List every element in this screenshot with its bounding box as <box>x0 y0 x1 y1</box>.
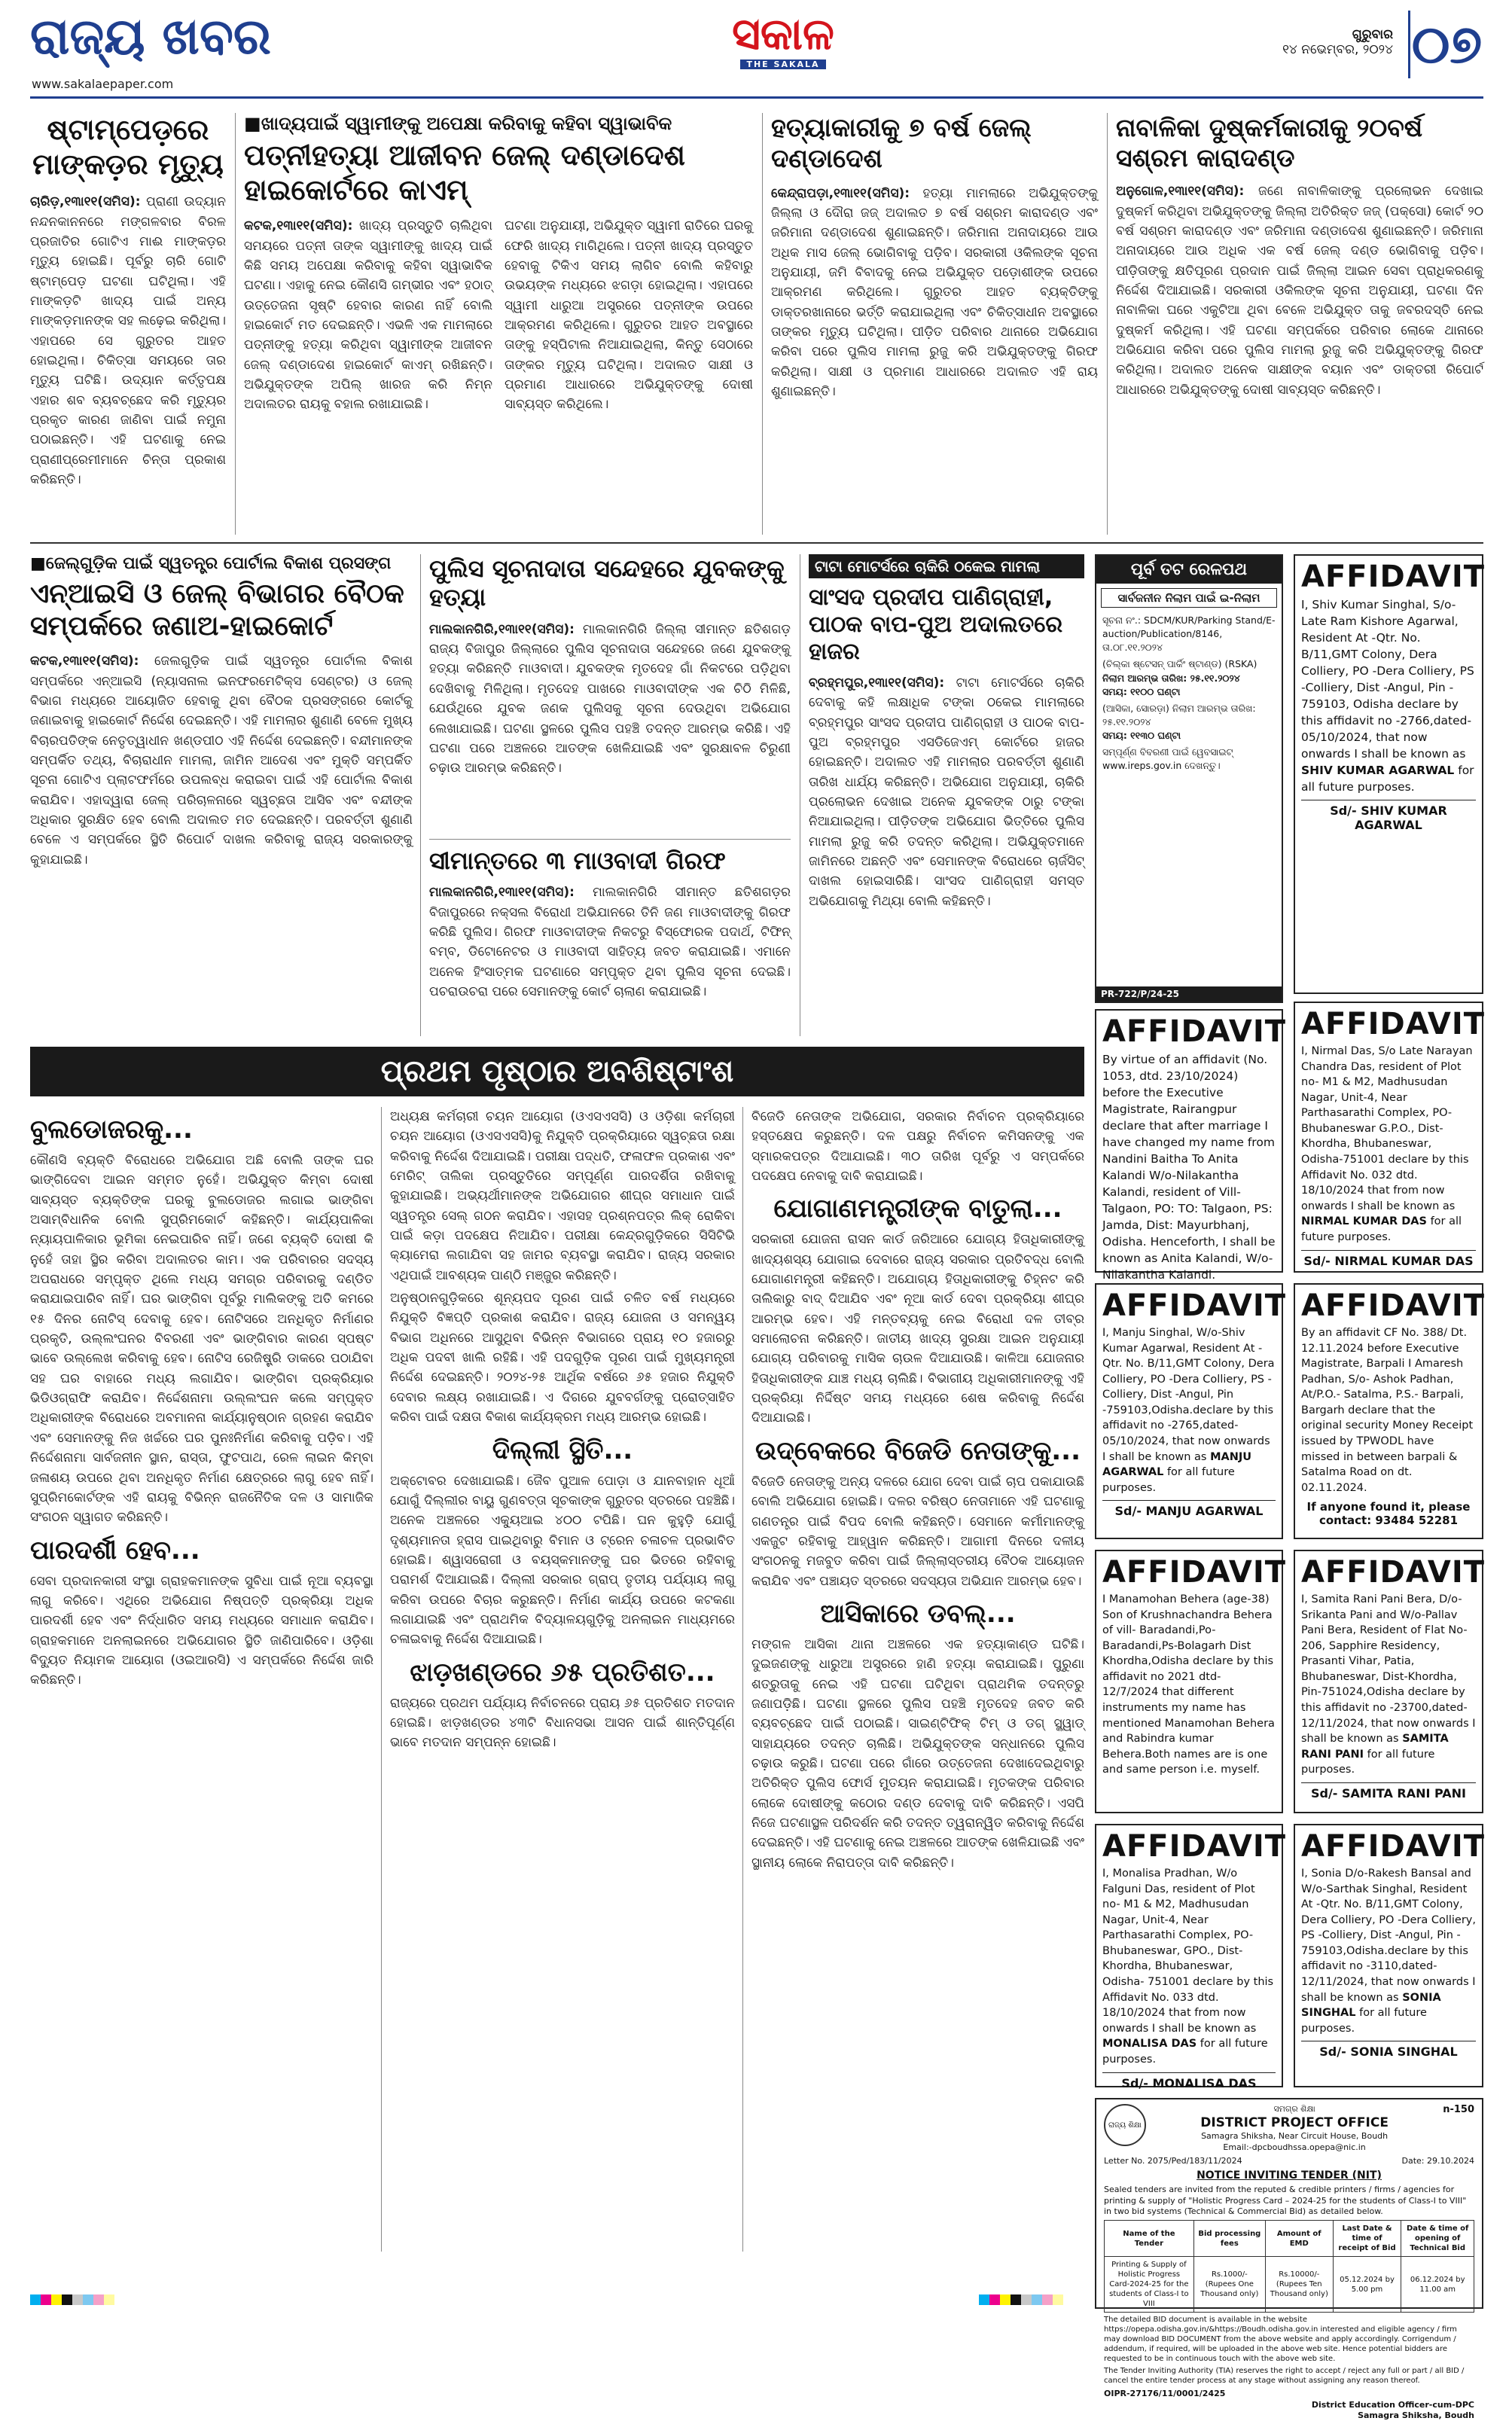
story-maoist-arrest-dateline: ମାଲକାନଗିରି,୧୩ା୧୧(ସମିସ): <box>429 885 575 901</box>
affidavit-7 <box>1294 1550 1486 1813</box>
affidavit-tail: for all future purposes. <box>1301 2007 1427 2035</box>
story-maoist-arrest-headline: ସୀମାନ୍ତରେ ୩ ମାଓବାଦୀ ଗିରଫ <box>429 846 726 875</box>
story-monkey-headline: ଷ୍ଟାମ୍ପେଡ଼ରେ ମାଙ୍କଡ଼ର ମୃତ୍ୟୁ <box>32 113 224 181</box>
story-pocso <box>1116 113 1483 535</box>
story-tata-fraud-body: ଟାଟା ମୋଟର୍ସରେ ଚାକିରି ଦେବାକୁ କହି ଲକ୍ଷାଧିକ ଟଙ୍କା ଠକେଇ ମାମଲାରେ ବ୍ରହ୍ମପୁର ସାଂସଦ ପ୍ରଦୀପ ପାଣିଗ୍ରାହୀ ଓ ପାଠକ ବାପ-ପୁଅ ବ୍ରହ୍ମପୁର ଏସଡିଜେଏମ୍ କୋର୍ଟରେ ହାଜର ହୋଇଛନ୍ତି। ଅଦାଲତ ଏହି ମାମଲାର ପରବର୍ତ୍ତୀ ଶୁଣାଣି ତାରିଖ ଧାର୍ଯ୍ୟ କରିଛନ୍ତି। ଅଭିଯୋଗ ଅନୁଯାୟୀ, ଚାକିରି ପ୍ରଲୋଭନ ଦେଖାଇ ଅନେକ ଯୁବକଙ୍କ ଠାରୁ ଟଙ୍କା ନିଆଯାଇଥିଲା। ପୀଡ଼ିତଙ୍କ ଅଭିଯୋଗ ଭିତ୍ତିରେ ପୁଲିସ ମାମଲା ରୁଜୁ କରି ତଦନ୍ତ କରିଥିଲା। ଅଭିଯୁକ୍ତମାନେ ଜାମିନରେ ଅଛନ୍ତି ଏବଂ ସେମାନଙ୍କ ବିରୋଧରେ ଚାର୍ଜସିଟ୍ ଦାଖଲ ହୋଇସାରିଛି। ସାଂସଦ ପାଣିଗ୍ରାହୀ ସମସ୍ତ ଅଭିଯୋଗକୁ ମିଥ୍ୟା ବୋଲି କହିଛନ୍ତି। <box>809 675 1085 909</box>
story-jail-portal-headline: ଏନ୍ଆଇସି ଓ ଜେଲ୍ ବିଭାଗର ବୈଠକ ସମ୍ପର୍କରେ ଜଣାଅ-ହାଇକୋର୍ଟ <box>30 578 404 642</box>
cont-col-1 <box>30 1107 373 2252</box>
continuation-banner-text: ପ୍ରଥମ ପୃଷ୍ଠାର ଅବଶିଷ୍ଟାଂଶ <box>380 1054 734 1089</box>
story-tata-fraud <box>809 554 1084 1036</box>
tender-letter-no: Letter No. 2075/Ped/183/11/2024 <box>1104 2155 1242 2166</box>
affidavit-title: AFFIDAVIT <box>1102 1288 1287 1323</box>
rail-ad-line5: ସମୟ: ୧୧୩୦ ଘଣ୍ଟା <box>1102 730 1181 741</box>
story-informer-murder-dateline: ମାଲକାନଗିରି,୧୩ା୧୧(ସମିସ): <box>429 621 575 637</box>
story-informer-murder <box>429 554 791 833</box>
cont-aska-head: ଆସିକାରେ ଡବଲ୍... <box>820 1598 1016 1629</box>
story-wife-murder-dateline: କଟକ,୧୩ା୧୧(ସମିସ): <box>244 218 353 234</box>
tender-logo-left <box>1104 2104 1146 2146</box>
divider <box>381 1107 382 2252</box>
affidavit-9 <box>1294 1824 1486 2087</box>
rail-ad-header: ପୂର୍ବ ତଟ ରେଳପଥ <box>1096 556 1282 584</box>
cont-transparent-head: ପାରଦର୍ଶୀ ହେବ... <box>30 1535 200 1566</box>
cont-jharkhand-head: ଝାଡ଼ଖଣ୍ଡରେ ୬୫ ପ୍ରତିଶତ... <box>410 1657 715 1688</box>
story-pocso-dateline: ଅନୁଗୋଳ,୧୩ା୧୧(ସମିସ): <box>1116 184 1245 200</box>
cont-recruitment-body-b: ଅନୁଷ୍ଠାନଗୁଡ଼ିକରେ ଶୂନ୍ୟପଦ ପୂରଣ ପାଇଁ ଚଳିତ ବର୍ଷ ମଧ୍ୟରେ ନିଯୁକ୍ତି ବିଜ୍ଞପ୍ତି ପ୍ରକାଶ କରାଯିବ। ରାଜ୍ୟ ଯୋଜନା ଓ ସମନ୍ୱୟ ବିଭାଗ ଅଧିନରେ ଆସୁଥିବା ବିଭିନ୍ନ ବିଭାଗରେ ପ୍ରାୟ ୧୦ ହଜାରରୁ ଅଧିକ ପଦବୀ ଖାଲି ରହିଛି। ଏହି ପଦଗୁଡ଼ିକ ପୂରଣ ପାଇଁ ମୁଖ୍ୟମନ୍ତ୍ରୀ ନିର୍ଦ୍ଦେଶ ଦେଇଛନ୍ତି। ୨୦୨୪-୨୫ ଆର୍ଥିକ ବର୍ଷରେ ୬୫ ହଜାର ନିଯୁକ୍ତି ଦେବାର ଲକ୍ଷ୍ୟ ରଖାଯାଇଛି। ଏ ଦିଗରେ ଯୁବବର୍ଗଙ୍କୁ ପ୍ରୋତ୍ସାହିତ କରିବା ପାଇଁ ଦକ୍ଷତା ବିକାଶ କାର୍ଯ୍ୟକ୍ରମ ମଧ୍ୟ ଆରମ୍ଭ ହୋଇଛି। <box>390 1291 735 1425</box>
logo <box>693 8 873 70</box>
affidavit-6 <box>1095 1550 1287 1813</box>
rail-ad-line2: ନିଲାମ ଆରମ୍ଭ ତାରିଖ: ୨୫.୧୧.୨୦୨୪ <box>1102 672 1240 684</box>
affidavit-tail: for all future purposes. <box>1301 1748 1435 1776</box>
story-maoist-arrest-body: ମାଲକାନଗିରି ସୀମାନ୍ତ ଛତିଶଗଡ଼ର ବିଜାପୁରରେ ନକ୍ସଲ ବିରୋଧୀ ଅଭିଯାନରେ ତିନି ଜଣ ମାଓବାଦୀଙ୍କୁ ଗିରଫ କରିଛି ପୁଲିସ। ଗିରଫ ମାଓବାଦୀଙ୍କ ନିକଟରୁ ବିସ୍ଫୋରକ ପଦାର୍ଥ, ଟିଫିନ୍ ବମ୍ବ, ଡିଟୋନେଟର ଓ ମାଓବାଦୀ ସାହିତ୍ୟ ଜବତ କରାଯାଇଛି। ଏମାନେ ଅନେକ ହିଂସାତ୍ମକ ଘଟଣାରେ ସମ୍ପୃକ୍ତ ଥିବା ପୁଲିସ ସୂଚନା ଦେଇଛି। ପଚରାଉଚରା ପରେ ସେମାନଙ୍କୁ କୋର୍ଟ ଚାଲାଣ କରାଯାଇଛି। <box>429 885 791 1000</box>
affidavit-sign: Sd/- SAMITA RANI PANI <box>1301 1782 1476 1801</box>
rail-ad-line1: (ଚିଲ୍କା ଷ୍ଟେସନ୍ ପାର୍କିଂ ଷ୍ଟାଣ୍ଡ) (RSKA) <box>1102 658 1257 670</box>
affidavit-tail: for all future purposes. <box>1102 1466 1235 1494</box>
story-monkey-body: ପ୍ରାଣୀ ଉଦ୍ୟାନ ନନ୍ଦନକାନନରେ ମଙ୍ଗଳବାର ବିରଳ ପ୍ରଜାତିର ଗୋଟିଏ ମାଈ ମାଙ୍କଡ଼ର ମୃତ୍ୟୁ ହୋଇଛି। ପୂର୍ବରୁ ଚାରି ଗୋଟି ଷ୍ଟାମ୍ପେଡ଼ ଘଟଣା ଘଟିଥିଲା। ଏହି ମାଙ୍କଡ଼ଟି ଖାଦ୍ୟ ପାଇଁ ଅନ୍ୟ ମାଙ୍କଡ଼ମାନଙ୍କ ସହ ଲଢ଼େଇ କରିଥିଲା। ଏହାପରେ ସେ ଗୁରୁତର ଆହତ ହୋଇଥିଲା। ଚିକିତ୍ସା ସମୟରେ ତାର ମୃତ୍ୟୁ ଘଟିଛି। ଉଦ୍ୟାନ କର୍ତ୍ତୃପକ୍ଷ ଏହାର ଶବ ବ୍ୟବଚ୍ଛେଦ କରି ମୃତ୍ୟୁର ପ୍ରକୃତ କାରଣ ଜାଣିବା ପାଇଁ ନମୁନା ପଠାଇଛନ୍ତି। ଏହି ଘଟଣାକୁ ନେଇ ପ୍ରାଣୀପ୍ରେମୀମାନେ ଚିନ୍ତା ପ୍ରକାଶ କରିଛନ୍ତି। <box>30 194 226 487</box>
affidavit-name: MANJU AGARWAL <box>1102 1450 1252 1479</box>
affidavit-sign: Sd/- SHIV KUMAR AGARWAL <box>1301 800 1476 832</box>
affidavit-title: AFFIDAVIT <box>1102 1829 1287 1864</box>
page-number: ୦୭ <box>1408 11 1483 78</box>
affidavit-tail: for all future purposes. <box>1301 1215 1462 1243</box>
rail-ad-line3: ସମୟ: ୧୧୦୦ ଘଣ୍ଟା <box>1102 685 1181 697</box>
cont-transparent-body: ସେବା ପ୍ରଦାନକାରୀ ସଂସ୍ଥା ଗ୍ରାହକମାନଙ୍କ ସୁବିଧା ପାଇଁ ନୂଆ ବ୍ୟବସ୍ଥା ଲାଗୁ କରିବେ। ଏଥିରେ ଅଭିଯୋଗ ନିଷ୍ପତ୍ତି ପ୍ରକ୍ରିୟା ଅଧିକ ପାରଦର୍ଶୀ ହେବ ଏବଂ ନିର୍ଦ୍ଧାରିତ ସମୟ ମଧ୍ୟରେ ସମାଧାନ କରାଯିବ। ଗ୍ରାହକମାନେ ଅନଲାଇନରେ ଅଭିଯୋଗର ସ୍ଥିତି ଜାଣିପାରିବେ। ଓଡ଼ିଶା ବିଦ୍ୟୁତ ନିୟାମକ ଆୟୋଗ (ଓଇଆରସି) ଏ ସମ୍ପର୍କରେ ନିର୍ଦ୍ଦେଶ ଜାରି କରିଛନ୍ତି। <box>30 1573 373 1688</box>
issue-date <box>1282 27 1393 57</box>
story-informer-murder-body: ମାଲକାନଗିରି ଜିଲ୍ଲା ସୀମାନ୍ତ ଛତିଶଗଡ଼ ରାଜ୍ୟ ବିଜାପୁର ଜିଲ୍ଲାରେ ପୁଲିସ ସୂଚନାଦାତା ସନ୍ଦେହରେ ଜଣେ ଯୁବକଙ୍କୁ ହତ୍ୟା କରିଛନ୍ତି ମାଓବାଦୀ। ଯୁବକଙ୍କ ମୃତଦେହ ଗାଁ ନିକଟରେ ପଡ଼ିଥିବା ଦେଖିବାକୁ ମିଳିଥିଲା। ମୃତଦେହ ପାଖରେ ମାଓବାଦୀଙ୍କ ଏକ ଚିଠି ମିଳିଛି, ଯେଉଁଥିରେ ଯୁବକ ଜଣକ ପୁଲିସକୁ ସୂଚନା ଦେଉଥିବା ଅଭିଯୋଗ ଲେଖାଯାଇଛି। ଘଟଣା ସ୍ଥଳରେ ପୁଲିସ ପହଞ୍ଚି ତଦନ୍ତ ଆରମ୍ଭ କରିଛି। ଏହି ଘଟଣା ପରେ ଅଞ୍ଚଳରେ ଆତଙ୍କ ଖେଳିଯାଇଛି ଏବଂ ସୁରକ୍ଷାବଳ ଚିରୁଣୀ ଚଢ଼ାଉ ଆରମ୍ଭ କରିଛନ୍ତି। <box>429 621 791 776</box>
cont-bulldozer-head: ବୁଲଡୋଜରକୁ... <box>30 1114 193 1145</box>
story-7yr-jail <box>771 113 1098 535</box>
cont-bulldozer-body: କୌଣସି ବ୍ୟକ୍ତି ବିରୋଧରେ ଅଭିଯୋଗ ଅଛି ବୋଲି ତାଙ୍କ ଘର ଭାଙ୍ଗିଦେବା ଆଇନ ସମ୍ମତ ନୁହେଁ। ଅଭିଯୁକ୍ତ କିମ୍ବା ଦୋଷୀ ସାବ୍ୟସ୍ତ ବ୍ୟକ୍ତିଙ୍କ ଘରକୁ ବୁଲଡୋଜର ଲଗାଇ ଭାଙ୍ଗିବା ଅସାମ୍ବିଧାନିକ ବୋଲି ସୁପ୍ରିମକୋର୍ଟ କହିଛନ୍ତି। କାର୍ଯ୍ୟପାଳିକା ନ୍ୟାୟପାଳିକାର ଭୂମିକା ନେଇପାରିବ ନାହିଁ। ଜଣେ ବ୍ୟକ୍ତି ଦୋଷୀ କି ନୁହେଁ ତାହା ସ୍ଥିର କରିବା ଅଦାଲତର କାମ। ଏକ ପରିବାରର ସଦସ୍ୟ ଅପରାଧରେ ସମ୍ପୃକ୍ତ ଥିଲେ ମଧ୍ୟ ସମଗ୍ର ପରିବାରକୁ ଦଣ୍ଡିତ କରାଯାଇପାରିବ ନାହିଁ। ଘର ଭାଙ୍ଗିବା ପୂର୍ବରୁ ମାଲିକଙ୍କୁ ଅତି କମରେ ୧୫ ଦିନର ନୋଟିସ୍ ଦେବାକୁ ହେବ। ନୋଟିସରେ ଅନଧିକୃତ ନିର୍ମାଣର ପ୍ରକୃତି, ଉଲ୍ଲଂଘନର ବିବରଣୀ ଏବଂ ଭାଙ୍ଗିବାର କାରଣ ସ୍ପଷ୍ଟ ଭାବେ ଉଲ୍ଲେଖ କରିବାକୁ ହେବ। ନୋଟିସ ରେଜିଷ୍ଟ୍ରି ଡାକରେ ପଠାଯିବା ସହ ଘର ବାହାରେ ମଧ୍ୟ ଲଗାଯିବ। ଭାଙ୍ଗିବା ପ୍ରକ୍ରିୟାର ଭିଡିଓଗ୍ରାଫି କରାଯିବ। ନିର୍ଦ୍ଦେଶନାମା ଉଲ୍ଲଂଘନ କଲେ ସମ୍ପୃକ୍ତ ଅଧିକାରୀଙ୍କ ବିରୋଧରେ ଅବମାନନା କାର୍ଯ୍ୟାନୁଷ୍ଠାନ ଗ୍ରହଣ କରାଯିବ ଏବଂ ସେମାନଙ୍କୁ ନିଜ ଖର୍ଚ୍ଚରେ ଘର ପୁନଃନିର୍ମାଣ କରିବାକୁ ପଡ଼ିବ। ଏହି ନିର୍ଦ୍ଦେଶନାମା ସାର୍ବଜନୀନ ସ୍ଥାନ, ରାସ୍ତା, ଫୁଟପାଥ, ରେଳ ଲାଇନ କିମ୍ବା ଜଳାଶୟ ଉପରେ ଥିବା ଅନଧିକୃତ ନିର୍ମାଣ କ୍ଷେତ୍ରରେ ଲାଗୁ ହେବ ନାହିଁ। ସୁପ୍ରିମକୋର୍ଟଙ୍କ ଏହି ରାୟକୁ ବିଭିନ୍ନ ରାଜନୈତିକ ଦଳ ଓ ସାମାଜିକ ସଂଗଠନ ସ୍ୱାଗତ କରିଛନ୍ତି। <box>30 1153 373 1526</box>
story-pocso-body: ଜଣେ ନାବାଳିକାଙ୍କୁ ପ୍ରଲୋଭନ ଦେଖାଇ ଦୁଷ୍କର୍ମ କରିଥିବା ଅଭିଯୁକ୍ତଙ୍କୁ ଜିଲ୍ଲା ଅତିରିକ୍ତ ଜଜ୍ (ପକ୍ସୋ) କୋର୍ଟ ୨୦ ବର୍ଷ ସଶ୍ରମ କାରାଦଣ୍ଡ ଏବଂ ଜରିମାନା ଦଣ୍ଡାଦେଶ ଶୁଣାଇଛନ୍ତି। ଜରିମାନା ଅନାଦାୟରେ ଆଉ ଅଧିକ ଏକ ବର୍ଷ ଜେଲ୍ ଦଣ୍ଡ ଭୋଗିବାକୁ ପଡ଼ିବ। ପୀଡ଼ିତାଙ୍କୁ କ୍ଷତିପୂରଣ ପ୍ରଦାନ ପାଇଁ ଜିଲ୍ଲା ଆଇନ ସେବା ପ୍ରାଧିକରଣକୁ ନିର୍ଦ୍ଦେଶ ଦିଆଯାଇଛି। ସରକାରୀ ଓକିଲଙ୍କ ସୂଚନା ଅନୁଯାୟୀ, ଘଟଣା ଦିନ ନାବାଳିକା ଘରେ ଏକୁଟିଆ ଥିବା ବେଳେ ଅଭିଯୁକ୍ତ ତାକୁ ଜବରଦସ୍ତି ନେଇ ଦୁଷ୍କର୍ମ କରିଥିଲା। ଏହି ଘଟଣା ସମ୍ପର୍କରେ ପରିବାର ଲୋକେ ଥାନାରେ ଅଭିଯୋଗ କରିବା ପରେ ପୁଲିସ ମାମଲା ରୁଜୁ କରି ଅଭିଯୁକ୍ତଙ୍କୁ ଗିରଫ କରିଥିଲା। ଅଦାଲତ ଅନେକ ସାକ୍ଷୀଙ୍କ ବୟାନ ଏବଂ ଡାକ୍ତରୀ ରିପୋର୍ଟ ଆଧାରରେ ଅଭିଯୁକ୍ତଙ୍କୁ ଦୋଷୀ ସାବ୍ୟସ୍ତ କରିଛନ୍ତି। <box>1116 184 1483 398</box>
tender-table <box>1104 2220 1474 2313</box>
rail-ad-line6: ସମ୍ପୂର୍ଣ୍ଣ ବିବରଣୀ ପାଇଁ ୱେବସାଇଟ୍ www.ireps.gov.in ଦେଖନ୍ତୁ। <box>1102 746 1233 772</box>
story-monkey <box>30 113 226 535</box>
tender-sign-line1: District Education Officer-cum-DPC <box>1311 2399 1474 2410</box>
cont-delhi-head: ଦିଲ୍ଲୀ ସ୍ଥିତି... <box>492 1435 633 1465</box>
cont-supply-body: ସରକାରୀ ଯୋଜନା ରାସନ କାର୍ଡ ଜରିଆରେ ଯୋଗ୍ୟ ହିତାଧିକାରୀଙ୍କୁ ଖାଦ୍ୟଶସ୍ୟ ଯୋଗାଇ ଦେବାରେ ରାଜ୍ୟ ସରକାର ପ୍ରତିବଦ୍ଧ ବୋଲି ଯୋଗାଣମନ୍ତ୍ରୀ କହିଛନ୍ତି। ଅଯୋଗ୍ୟ ହିତାଧିକାରୀଙ୍କୁ ଚିହ୍ନଟ କରି ତାଲିକାରୁ ବାଦ୍ ଦିଆଯିବ ଏବଂ ନୂଆ କାର୍ଡ ଦେବା ପ୍ରକ୍ରିୟା ଶୀଘ୍ର ଆରମ୍ଭ ହେବ। ଏହି ମନ୍ତବ୍ୟକୁ ନେଇ ବିରୋଧୀ ଦଳ ତୀବ୍ର ସମାଲୋଚନା କରିଛନ୍ତି। ଜାତୀୟ ଖାଦ୍ୟ ସୁରକ୍ଷା ଆଇନ ଅନୁଯାୟୀ ଯୋଗ୍ୟ ପରିବାରକୁ ମାସିକ ଚାଉଳ ଦିଆଯାଉଛି। କାଳିଆ ଯୋଜନାର ହିତାଧିକାରୀଙ୍କ ଯାଞ୍ଚ ମଧ୍ୟ ଚାଲିଛି। ବିଭାଗୀୟ ଅଧିକାରୀମାନଙ୍କୁ ଏହି ପ୍ରକ୍ରିୟା ନିର୍ଦ୍ଦିଷ୍ଟ ସମୟ ମଧ୍ୟରେ ଶେଷ କରିବାକୁ ନିର୍ଦ୍ଦେଶ ଦିଆଯାଇଛି। <box>751 1232 1084 1426</box>
affidavit-text: I, Shiv Kumar Singhal, S/o-Late Ram Kishore Agarwal, Resident At -Qtr. No. B/11,GMT Colony, Dera Colliery, PO -Dera Colliery, PS -Colliery, Dist -Angul, Pin - 759103, Odisha declare by this affidavit no -2766,dated-05/10/2024, that now onwards I shall be known as <box>1301 598 1474 761</box>
logo-text: ସକାଳ <box>732 8 834 59</box>
story-maoist-arrest <box>429 846 791 1036</box>
affidavit-title: AFFIDAVIT <box>1102 1555 1287 1590</box>
affidavit-sign: Sd/- MANJU AGARWAL <box>1102 1500 1276 1518</box>
rail-ad-footer: PR-722/P/24-25 <box>1096 986 1282 1002</box>
cont-delhi-body: ଅକ୍ଟୋବର ଦେଖାଯାଇଛି। ଜୈବ ପୁଆଳ ପୋଡ଼ା ଓ ଯାନବାହାନ ଧୂଆଁ ଯୋଗୁଁ ଦିଲ୍ଲୀର ବାୟୁ ଗୁଣବତ୍ତା ସୂଚକାଙ୍କ ଗୁରୁତର ସ୍ତରରେ ପହଞ୍ଚିଛି। ଅନେକ ଅଞ୍ଚଳରେ ଏକ୍ୟୁଆଇ ୪୦୦ ଟପିଛି। ଘନ କୁହୁଡ଼ି ଯୋଗୁଁ ଦୃଶ୍ୟମାନତା ହ୍ରାସ ପାଇଥିବାରୁ ବିମାନ ଓ ଟ୍ରେନ ଚଳାଚଳ ପ୍ରଭାବିତ ହୋଇଛି। ଶ୍ୱାସରୋଗୀ ଓ ବୟସ୍କମାନଙ୍କୁ ଘର ଭିତରେ ରହିବାକୁ ପରାମର୍ଶ ଦିଆଯାଇଛି। ଦିଲ୍ଲୀ ସରକାର ଗ୍ରାପ୍ ତୃତୀୟ ପର୍ଯ୍ୟାୟ ଲାଗୁ କରିବା ଉପରେ ବିଚାର କରୁଛନ୍ତି। ନିର୍ମାଣ କାର୍ଯ୍ୟ ଉପରେ କଟକଣା ଲଗାଯାଇଛି ଏବଂ ପ୍ରାଥମିକ ବିଦ୍ୟାଳୟଗୁଡ଼ିକୁ ଅନଲାଇନ ମାଧ୍ୟମରେ ଚଳାଇବାକୁ ନିର୍ଦ୍ଦେଶ ଦିଆଯାଇଛି। <box>390 1473 735 1648</box>
tender-intro: Sealed tenders are invited from the reputed & credible printers / firms / agencies for printing & supply of "Holistic Progress Card – 2024-25 for the students of Class-I to VIII" in two bid systems (Technical & Commercial Bid) as detailed below. <box>1104 2185 1467 2217</box>
affidavit-name: SONIA SINGHAL <box>1301 1991 1441 2020</box>
affidavit-2 <box>1095 1009 1287 1282</box>
affidavit-text: I, Monalisa Pradhan, W/o Falguni Das, resident of Plot no- M1 & M2, Madhusudan Nagar, Unit-4, Near Parthasarathi Complex, PO- Bhubaneswar, GPO., Dist-Khordha, Bhubaneswar, Odisha- 751001 declare by this Affidavit No. 033 dtd. 18/10/2024 that from now onwards I shall be known as <box>1102 1868 1274 2035</box>
divider <box>30 542 1483 544</box>
tender-notice <box>1095 2098 1483 2420</box>
continuation-banner <box>30 1047 1084 1096</box>
affidavit-tail: for all future purposes. <box>1102 2038 1268 2066</box>
tender-org-left: ରାଜ୍ୟ ଶିକ୍ଷା <box>1108 2121 1142 2130</box>
affidavit-name: NIRMAL KUMAR DAS <box>1301 1215 1427 1228</box>
tender-address: Samagra Shiksha, Near Circuit House, Boudh <box>1201 2131 1389 2142</box>
affidavit-text: By an affidavit CF No. 388/ Dt. 12.11.2024 before Executive Magistrate, Barpali I Amaresh Padhan, S/o- Ashok Padhan, At/P.O.- Satalma, P.S.- Barpali, Bargarh declare that the original security Money Receipt issued by TPWODL have missed in between barpali & Satalma Road on dt. 02.11.2024. <box>1301 1327 1474 1494</box>
cont-udbeg-head: ଉଦ୍ବେକରେ ବିଜେଡି ନେତାଙ୍କୁ... <box>755 1435 1081 1466</box>
tender-table-header: Date & time of opening of Technical Bid <box>1401 2221 1474 2257</box>
tender-table-header: Amount of EMD <box>1265 2221 1333 2257</box>
site-url[interactable]: www.sakalaepaper.com <box>32 77 174 91</box>
rail-auction-ad <box>1095 554 1283 1003</box>
story-wife-murder-headline: ପତ୍ନୀହତ୍ୟା ଆଜୀବନ ଜେଲ୍ ଦଣ୍ଡାଦେଶ ହାଇକୋର୍ଟରେ କାଏମ୍ <box>244 139 685 206</box>
story-7yr-jail-dateline: କେନ୍ଦ୍ରାପଡ଼ା,୧୩ା୧୧(ସମିସ): <box>771 185 910 201</box>
affidavit-title: AFFIDAVIT <box>1301 1288 1486 1323</box>
story-wife-murder-body2: ଘଟଣା ଅନୁଯାୟୀ, ଅଭିଯୁକ୍ତ ସ୍ୱାମୀ ରାତିରେ ଘରକୁ ଫେରି ଖାଦ୍ୟ ମାଗିଥିଲେ। ପତ୍ନୀ ଖାଦ୍ୟ ପ୍ରସ୍ତୁତ ହେବାକୁ ଟିକିଏ ସମୟ ଲାଗିବ ବୋଲି କହିବାରୁ ଉଭୟଙ୍କ ମଧ୍ୟରେ ଝଗଡ଼ା ହୋଇଥିଲା। ଏହାପରେ ସ୍ୱାମୀ ଧାରୁଆ ଅସ୍ତ୍ରରେ ପତ୍ନୀଙ୍କ ଉପରେ ଆକ୍ରମଣ କରିଥିଲେ। ଗୁରୁତର ଆହତ ଅବସ୍ଥାରେ ତାଙ୍କୁ ହସ୍ପିଟାଲ ନିଆଯାଇଥିଲା, କିନ୍ତୁ ସେଠାରେ ତାଙ୍କର ମୃତ୍ୟୁ ଘଟିଥିଲା। ଅଦାଲତ ସାକ୍ଷୀ ଓ ପ୍ରମାଣ ଆଧାରରେ ଅଭିଯୁକ୍ତଙ୍କୁ ଦୋଷୀ ସାବ୍ୟସ୍ତ କରିଥିଲେ। <box>505 218 753 413</box>
tender-nit: NOTICE INVITING TENDER (NIT) <box>1196 2169 1382 2182</box>
tender-table-cell: Rs.1000/- (Rupees One Thousand only) <box>1193 2257 1265 2313</box>
rail-ad-line4: (ଆସିକା, ସୋରଡ଼ା) ନିଲାମ ଆରମ୍ଭ ତାରିଖ: ୨୫.୧୧.୨୦୨୪ <box>1102 702 1256 727</box>
affidavit-name: SHIV KUMAR AGARWAL <box>1301 764 1455 777</box>
tender-date: Date: 29.10.2024 <box>1401 2155 1474 2166</box>
affidavit-tail: for all future purposes. <box>1301 764 1474 794</box>
rail-ad-subheader: ସାର୍ବଜନୀନ ନିଲାମ ପାଇଁ ଇ-ନିଲାମ <box>1101 588 1277 608</box>
story-jail-portal-kicker: ■ ଜେଲ୍ଗୁଡ଼ିକ ପାଇଁ ସ୍ୱତନ୍ତ୍ର ପୋର୍ଟାଲ ବିକାଶ ପ୍ରସଙ୍ଗ <box>30 554 413 573</box>
section-title: ରାଜ୍ୟ ଖବର <box>30 8 271 66</box>
tender-table-cell: 06.12.2024 by 11.00 am <box>1401 2257 1474 2313</box>
affidavit-sign: Sd/- NIRMAL KUMAR DAS <box>1301 1250 1476 1268</box>
story-jail-portal <box>30 554 413 1036</box>
color-registration-marks-right <box>979 2294 1063 2305</box>
issue-day: ଗୁରୁବାର <box>1352 27 1393 42</box>
tender-table-header: Bid processing fees <box>1193 2221 1265 2257</box>
story-wife-murder <box>244 113 753 535</box>
affidavit-title: AFFIDAVIT <box>1301 1555 1486 1590</box>
affidavit-title: AFFIDAVIT <box>1102 1014 1287 1049</box>
story-7yr-jail-headline: ହତ୍ୟାକାରୀକୁ ୭ ବର୍ଷ ଜେଲ୍ ଦଣ୍ଡାଦେଶ <box>771 113 1032 174</box>
affidavit-text: I Manamohan Behera (age-38) Son of Krushnachandra Behera of vill- Baradandi,Po-Baradandi,Ps-Bolagarh Dist Khordha,Odisha declare by this affidavit no 2021 dtd-12/7/2024 that different instruments my name has mentioned Manamohan Behera and Rabindra kumar Behera.Both names are is one and same person i.e. myself. <box>1102 1593 1275 1776</box>
tender-title: DISTRICT PROJECT OFFICE <box>1200 2115 1389 2131</box>
tender-table-cell: Rs.10000/- (Rupees Ten Thousand only) <box>1265 2257 1333 2313</box>
affidavit-contact: If anyone found it, please contact: 93484 52281 <box>1306 1500 1471 1528</box>
cont-aska-body: ମଙ୍ଗଳ ଆସିକା ଥାନା ଅଞ୍ଚଳରେ ଏକ ହତ୍ୟାକାଣ୍ଡ ଘଟିଛି। ଦୁଇଜଣଙ୍କୁ ଧାରୁଆ ଅସ୍ତ୍ରରେ ହାଣି ହତ୍ୟା କରାଯାଇଛି। ପୁରୁଣା ଶତ୍ରୁତାକୁ ନେଇ ଏହି ଘଟଣା ଘଟିଥିବା ପ୍ରାଥମିକ ତଦନ୍ତରୁ ଜଣାପଡ଼ିଛି। ଘଟଣା ସ୍ଥଳରେ ପୁଲିସ ପହଞ୍ଚି ମୃତଦେହ ଜବତ କରି ବ୍ୟବଚ୍ଛେଦ ପାଇଁ ପଠାଇଛି। ସାଇଣ୍ଟିଫିକ୍ ଟିମ୍ ଓ ଡଗ୍ ସ୍କ୍ୱାଡ୍ ସାହାଯ୍ୟରେ ତଦନ୍ତ ଚାଲିଛି। ଅଭିଯୁକ୍ତଙ୍କ ସନ୍ଧାନରେ ପୁଲିସ ଚଢ଼ାଉ କରୁଛି। ଘଟଣା ପରେ ଗାଁରେ ଉତ୍ତେଜନା ଦେଖାଦେଇଥିବାରୁ ଅତିରିକ୍ତ ପୁଲିସ ଫୋର୍ସ ମୁତୟନ କରାଯାଇଛି। ମୃତକଙ୍କ ପରିବାର ଲୋକେ ଦୋଷୀଙ୍କୁ କଠୋର ଦଣ୍ଡ ଦେବାକୁ ଦାବି କରିଛନ୍ତି। ଏସପି ନିଜେ ଘଟଣାସ୍ଥଳ ପରିଦର୍ଶନ କରି ତଦନ୍ତ ତ୍ୱରାନ୍ୱିତ କରିବାକୁ ନିର୍ଦ୍ଦେଶ ଦେଇଛନ୍ତି। ଏହି ଘଟଣାକୁ ନେଇ ଅଞ୍ଚଳରେ ଆତଙ୍କ ଖେଳିଯାଇଛି ଏବଂ ସ୍ଥାନୀୟ ଲୋକେ ନିରାପତ୍ତା ଦାବି କରିଛନ୍ତି। <box>751 1636 1084 1871</box>
cont-col-2 <box>390 1107 735 2252</box>
divider <box>429 839 791 840</box>
affidavit-1 <box>1294 554 1486 994</box>
story-monkey-dateline: ଚାରିଡ଼,୧୩ା୧୧(ସମିସ): <box>30 194 141 210</box>
story-jail-portal-dateline: କଟକ,୧୩ା୧୧(ସମିସ): <box>30 654 139 669</box>
affidavit-sign: Sd/- MONALISA DAS <box>1102 2072 1276 2090</box>
affidavit-title: AFFIDAVIT <box>1301 1007 1486 1041</box>
tender-table-header: Name of the Tender <box>1105 2221 1194 2257</box>
cont-udbeg-body: ବିଜେଡି ନେତାଙ୍କୁ ଅନ୍ୟ ଦଳରେ ଯୋଗ ଦେବା ପାଇଁ ଚାପ ପକାଯାଉଛି ବୋଲି ଅଭିଯୋଗ ହୋଇଛି। ଦଳର ବରିଷ୍ଠ ନେତାମାନେ ଏହି ଘଟଣାକୁ ଗଣତନ୍ତ୍ର ପାଇଁ ବିପଦ ବୋଲି କହିଛନ୍ତି। ସେମାନେ କର୍ମୀମାନଙ୍କୁ ଏକଜୁଟ ରହିବାକୁ ଆହ୍ୱାନ କରିଛନ୍ତି। ଆଗାମୀ ଦିନରେ ଦଳୀୟ ସଂଗଠନକୁ ମଜବୁତ କରିବା ପାଇଁ ଜିଲ୍ଲାସ୍ତରୀୟ ବୈଠକ ଆୟୋଜନ କରାଯିବ ଏବଂ ପଞ୍ଚାୟତ ସ୍ତରରେ ସଦସ୍ୟତା ଅଭିଯାନ ଆରମ୍ଭ ହେବ। <box>751 1474 1084 1589</box>
affidavit-name: MONALISA DAS <box>1102 2038 1197 2051</box>
affidavit-4 <box>1095 1283 1287 1539</box>
masthead-rule <box>30 96 1483 99</box>
divider <box>762 113 763 535</box>
tender-email: Email:-dpcboudhssa.opepa@nic.in <box>1223 2142 1366 2152</box>
tender-ad-no: n-150 <box>1443 2104 1474 2115</box>
affidavit-sign: Sd/- SONIA SINGHAL <box>1301 2041 1476 2059</box>
tender-para2: The Tender Inviting Authority (TIA) reserves the right to accept / reject any full or part / all BID / cancel the entire tender process at any stage without assigning any reason thereof. <box>1104 2367 1465 2386</box>
affidavit-3 <box>1294 1002 1486 1273</box>
logo-subtext: THE SAKALA <box>740 59 825 69</box>
story-informer-murder-headline: ପୁଲିସ ସୂଚନାଦାତା ସନ୍ଦେହରେ ଯୁବକଙ୍କୁ ହତ୍ୟା <box>429 554 785 612</box>
cont-bjd-body: ବିଜେଡି ନେତାଙ୍କ ଅଭିଯୋଗ, ସରକାର ନିର୍ବାଚନ ପ୍ରକ୍ରିୟାରେ ହସ୍ତକ୍ଷେପ କରୁଛନ୍ତି। ଦଳ ପକ୍ଷରୁ ନିର୍ବାଚନ କମିସନଙ୍କୁ ଏକ ସ୍ମାରକପତ୍ର ଦିଆଯାଇଛି। ୩୦ ତାରିଖ ପୂର୍ବରୁ ଏ ସମ୍ପର୍କରେ ପଦକ୍ଷେପ ନେବାକୁ ଦାବି କରାଯାଇଛି। <box>751 1109 1084 1185</box>
affidavit-text: By virtue of an affidavit (No. 1053, dtd. 23/10/2024) before the Executive Magistrate, Rairangpur declare that after marriage I have changed my name from Nandini Baitha To Anita Kalandi W/o-Nilakantha Kalandi, resident of Vill- Talgaon, PO: TO: Talgaon, PS: Jamda, Dist: Mayurbhanj, Odisha. Henceforth, I shall be known as Anita Kalandi, W/o-Nilakantha Kalandi. <box>1102 1053 1276 1282</box>
story-pocso-headline: ନାବାଳିକା ଦୁଷ୍କର୍ମକାରୀକୁ ୨୦ବର୍ଷ ସଶ୍ରମ କାରାଦଣ୍ଡ <box>1116 113 1423 172</box>
affidavit-5 <box>1294 1283 1486 1539</box>
affidavit-8 <box>1095 1824 1287 2090</box>
cont-col-3 <box>751 1107 1084 2252</box>
tender-sign-line2: Samagra Shiksha, Boudh <box>1358 2410 1474 2420</box>
story-tata-fraud-kicker: ଟାଟା ମୋଟର୍ସରେ ଚାକିରି ଠକେଇ ମାମଲା <box>809 554 1084 578</box>
tender-table-header: Last Date & time of receipt of Bid <box>1333 2221 1401 2257</box>
affidavit-text: I, Manju Singhal, W/o-Shiv Kumar Agarwal, Resident At -Qtr. No. B/11,GMT Colony, Dera Colliery, PO -Dera Colliery, PS -Colliery, Dist -Angul, Pin -759103,Odisha.declare by this affidavit no -2765,dated-05/10/2024, that now onwards I shall be known as <box>1102 1327 1275 1463</box>
affidavit-text: I, Sonia D/o-Rakesh Bansal and W/o-Sarthak Singhal, Resident At -Qtr. No. B/11,GMT Colony, Dera Colliery, PO -Dera Colliery, PS -Colliery, Dist -Angul, Pin - 759103,Odisha.declare by this affidavit no -3110,dated-12/11/2024, that now onwards I shall be known as <box>1301 1868 1476 2004</box>
story-7yr-jail-body: ହତ୍ୟା ମାମଲାରେ ଅଭିଯୁକ୍ତଙ୍କୁ ଜିଲ୍ଲା ଓ ଦୌରା ଜଜ୍ ଅଦାଲତ ୭ ବର୍ଷ ସଶ୍ରମ କାରାଦଣ୍ଡ ଏବଂ ଜରିମାନା ଦଣ୍ଡାଦେଶ ଶୁଣାଇଛନ୍ତି। ଜରିମାନା ଅନାଦାୟରେ ଆଉ ଅଧିକ ମାସ ଜେଲ୍ ଭୋଗିବାକୁ ପଡ଼ିବ। ସରକାରୀ ଓକିଲଙ୍କ ସୂଚନା ଅନୁଯାୟୀ, ଜମି ବିବାଦକୁ ନେଇ ଅଭିଯୁକ୍ତ ପଡ଼ୋଶୀଙ୍କ ଉପରେ ଆକ୍ରମଣ କରିଥିଲେ। ଗୁରୁତର ଆହତ ବ୍ୟକ୍ତିଙ୍କୁ ଡାକ୍ତରଖାନାରେ ଭର୍ତ୍ତି କରାଯାଇଥିଲା ଏବଂ ଚିକିତ୍ସାଧୀନ ଅବସ୍ଥାରେ ତାଙ୍କର ମୃତ୍ୟୁ ଘଟିଥିଲା। ପୀଡ଼ିତ ପରିବାର ଥାନାରେ ଅଭିଯୋଗ କରିବା ପରେ ପୁଲିସ ମାମଲା ରୁଜୁ କରି ଅଭିଯୁକ୍ତଙ୍କୁ ଗିରଫ କରିଥିଲା। ସାକ୍ଷୀ ଓ ପ୍ରମାଣ ଆଧାରରେ ଅଦାଲତ ଏହି ରାୟ ଶୁଣାଇଛନ୍ତି। <box>771 185 1098 400</box>
tender-table-cell: Printing & Supply of Holistic Progress Card-2024-25 for the students of Class-I to VIII <box>1105 2257 1194 2313</box>
masthead <box>30 8 1483 93</box>
cont-supply-head: ଯୋଗାଣମନ୍ତ୍ରୀଙ୍କ ବାତୁଲା... <box>773 1194 1062 1224</box>
story-tata-fraud-headline: ସାଂସଦ ପ୍ରଦୀପ ପାଣିଗ୍ରାହୀ, ପାଠକ ବାପ-ପୁଅ ଅଦାଲତରେ ହାଜର <box>809 584 1063 665</box>
story-jail-portal-body: ଜେଲଗୁଡ଼ିକ ପାଇଁ ସ୍ୱତନ୍ତ୍ର ପୋର୍ଟାଲ ବିକାଶ ସମ୍ପର୍କରେ ଏନ୍ଆଇସି (ନ୍ୟାସନାଲ ଇନଫରମେଟିକ୍ସ ସେଣ୍ଟର) ଓ ଜେଲ୍ ବିଭାଗ ମଧ୍ୟରେ ଆୟୋଜିତ ହେବାକୁ ଥିବା ବୈଠକ ପ୍ରସଙ୍ଗରେ କୋର୍ଟକୁ ଜଣାଇବାକୁ ହାଇକୋର୍ଟ ନିର୍ଦ୍ଦେଶ ଦେଇଛନ୍ତି। ଏହି ମାମଲାର ଶୁଣାଣି ବେଳେ ମୁଖ୍ୟ ବିଚାରପତିଙ୍କ ନେତୃତ୍ୱାଧୀନ ଖଣ୍ଡପୀଠ ଏହି ନିର୍ଦ୍ଦେଶ ଦେଇଛନ୍ତି। ବନ୍ଦୀମାନଙ୍କ ସମ୍ପର୍କିତ ତଥ୍ୟ, ବିଚାରାଧୀନ ମାମଲା, ଜାମିନ ଆଦେଶ ଏବଂ ମୁକ୍ତି ସମ୍ପର୍କିତ ସୂଚନା ଗୋଟିଏ ପ୍ଲାଟଫର୍ମରେ ଉପଲବ୍ଧ କରାଇବା ପାଇଁ ଏହି ପୋର୍ଟାଲ ବିକାଶ କରାଯିବ। ଏହାଦ୍ୱାରା ଜେଲ୍ ପରିଚାଳନାରେ ସ୍ୱଚ୍ଛତା ଆସିବ ଏବଂ ବନ୍ଦୀଙ୍କ ଅଧିକାର ସୁରକ୍ଷିତ ହେବ ବୋଲି ଅଦାଲତ ମତ ଦେଇଛନ୍ତି। ପରବର୍ତ୍ତୀ ଶୁଣାଣି ବେଳେ ଏ ସମ୍ପର୍କରେ ସ୍ଥିତି ରିପୋର୍ଟ ଦାଖଲ କରିବାକୁ ରାଜ୍ୟ ସରକାରଙ୍କୁ କୁହାଯାଇଛି। <box>30 654 413 867</box>
divider <box>742 1107 743 2252</box>
story-wife-murder-body1: ଖାଦ୍ୟ ପ୍ରସ୍ତୁତି ଚାଲିଥିବା ସମୟରେ ପତ୍ନୀ ତାଙ୍କ ସ୍ୱାମୀଙ୍କୁ ଖାଦ୍ୟ ପାଇଁ କିଛି ସମୟ ଅପେକ୍ଷା କରିବାକୁ କହିବା ସ୍ୱାଭାବିକ ଘଟଣା। ଏହାକୁ ନେଇ କୌଣସି ଗମ୍ଭୀର ଏବଂ ହଠାତ୍ ଉତ୍ତେଜନା ସୃଷ୍ଟି ହେବାର କାରଣ ନାହିଁ ବୋଲି ହାଇକୋର୍ଟ ମତ ଦେଇଛନ୍ତି। ଏଭଳି ଏକ ମାମଲାରେ ପତ୍ନୀଙ୍କୁ ହତ୍ୟା କରିଥିବା ସ୍ୱାମୀଙ୍କ ଆଜୀବନ ଜେଲ୍ ଦଣ୍ଡାଦେଶ ହାଇକୋର୍ଟ କାଏମ୍ ରଖିଛନ୍ତି। ଅଭିଯୁକ୍ତଙ୍କ ଅପିଲ୍ ଖାରଜ କରି ନିମ୍ନ ଅଦାଲତର ରାୟକୁ ବହାଲ ରଖାଯାଇଛି। <box>244 218 492 413</box>
issue-date-text: ୧୪ ନଭେମ୍ବର, ୨୦୨୪ <box>1282 42 1393 57</box>
affidavit-name: SAMITA RANI PANI <box>1301 1733 1449 1761</box>
tender-para1: The detailed BID document is available in the website https://opepa.odisha.gov.in/&https://Boudh.odisha.gov.in interested and eligible agency / firm may download BID DOCUMENT from the above website and apply accordingly. Corrigendum / addendum, if required, will be uploaded in the above web site. Hence potential bidders are requested to be in continuous touch with the above web site. <box>1104 2316 1457 2364</box>
cont-recruitment-body: ଅଧ୍ୟକ୍ଷ କର୍ମଚାରୀ ଚୟନ ଆୟୋଗ (ଓଏସଏସସି) ଓ ଓଡ଼ିଶା କର୍ମଚାରୀ ଚୟନ ଆୟୋଗ (ଓଏସଏସସି)କୁ ନିଯୁକ୍ତି ପ୍ରକ୍ରିୟାରେ ସ୍ୱଚ୍ଛତା ରକ୍ଷା କରିବାକୁ ନିର୍ଦ୍ଦେଶ ଦିଆଯାଇଛି। ପରୀକ୍ଷା ପଦ୍ଧତି, ଫଳାଫଳ ପ୍ରକାଶ ଏବଂ ମେରିଟ୍ ତାଲିକା ପ୍ରସ୍ତୁତିରେ ସମ୍ପୂର୍ଣ୍ଣ ପାରଦର୍ଶିତା ରଖିବାକୁ କୁହାଯାଇଛି। ଅଭ୍ୟର୍ଥୀମାନଙ୍କ ଅଭିଯୋଗର ଶୀଘ୍ର ସମାଧାନ ପାଇଁ ସ୍ୱତନ୍ତ୍ର ସେଲ୍ ଗଠନ କରାଯିବ। ଏହାସହ ପ୍ରଶ୍ନପତ୍ର ଲିକ୍ ରୋକିବା ପାଇଁ କଡ଼ା ପଦକ୍ଷେପ ନିଆଯିବ। ପରୀକ୍ଷା କେନ୍ଦ୍ରଗୁଡ଼ିକରେ ସିସିଟିଭି କ୍ୟାମେରା ଲଗାଯିବା ସହ ଜାମର ବ୍ୟବସ୍ଥା କରାଯିବ। ରାଜ୍ୟ ସରକାର ଏଥିପାଇଁ ଆବଶ୍ୟକ ପାଣ୍ଠି ମଞ୍ଜୁର କରିଛନ୍ତି। <box>390 1109 735 1283</box>
tender-table-cell: 05.12.2024 by 5.00 pm <box>1333 2257 1401 2313</box>
rail-ad-ref: ସୂଚନା ନଂ.: SDCM/KUR/Parking Stand/E-auction/Publication/8146, ତା.୦୮.୧୧.୨୦୨୪ <box>1102 614 1276 654</box>
affidavit-text: I, Nirmal Das, S/o Late Narayan Chandra Das, resident of Plot no- M1 & M2, Madhusudan Nagar, Unit-4, Near Parthasarathi Complex, PO-Bhubaneswar G.P.O., Dist-Khordha, Bhubaneswar, Odisha-751001 declare by this Affidavit No. 032 dtd. 18/10/2024 that from now onwards I shall be known as <box>1301 1045 1473 1212</box>
divider <box>1107 113 1108 535</box>
color-registration-marks-left <box>30 2294 114 2305</box>
story-tata-fraud-dateline: ବ୍ରହ୍ମପୁର,୧୩ା୧୧(ସମିସ): <box>809 675 945 691</box>
divider <box>235 113 236 535</box>
affidavit-title: AFFIDAVIT <box>1301 560 1486 594</box>
cont-jharkhand-body: ରାଜ୍ୟରେ ପ୍ରଥମ ପର୍ଯ୍ୟାୟ ନିର୍ବାଚନରେ ପ୍ରାୟ ୬୫ ପ୍ରତିଶତ ମତଦାନ ହୋଇଛି। ଝାଡ଼ଖଣ୍ଡର ୪୩ଟି ବିଧାନସଭା ଆସନ ପାଇଁ ଶାନ୍ତିପୂର୍ଣ୍ଣ ଭାବେ ମତଦାନ ସମ୍ପନ୍ନ ହୋଇଛି। <box>390 1695 735 1751</box>
affidavit-title: AFFIDAVIT <box>1301 1829 1486 1864</box>
tender-oipr: OIPR-27176/11/0001/2425 <box>1104 2389 1226 2399</box>
divider <box>420 554 421 1036</box>
story-wife-murder-kicker: ■ ଖାଦ୍ୟପାଇଁ ସ୍ୱାମୀଙ୍କୁ ଅପେକ୍ଷା କରିବାକୁ କହିବା ସ୍ୱାଭାବିକ <box>244 113 753 134</box>
tender-signatory <box>1104 2400 1474 2421</box>
tender-org-left2: ସମଗ୍ର ଶିକ୍ଷା <box>1273 2104 1315 2114</box>
affidavit-text: I, Samita Rani Pani Bera, D/o-Srikanta Pani and W/o-Pallav Pani Bera, Resident of Flat No-206, Sapphire Residency, Prasanti Vihar, Patia, Bhubaneswar, Dist-Khordha, Pin-751024,Odisha declare by this affidavit no -23700,dated-12/11/2024, that now onwards I shall be known as <box>1301 1593 1476 1746</box>
